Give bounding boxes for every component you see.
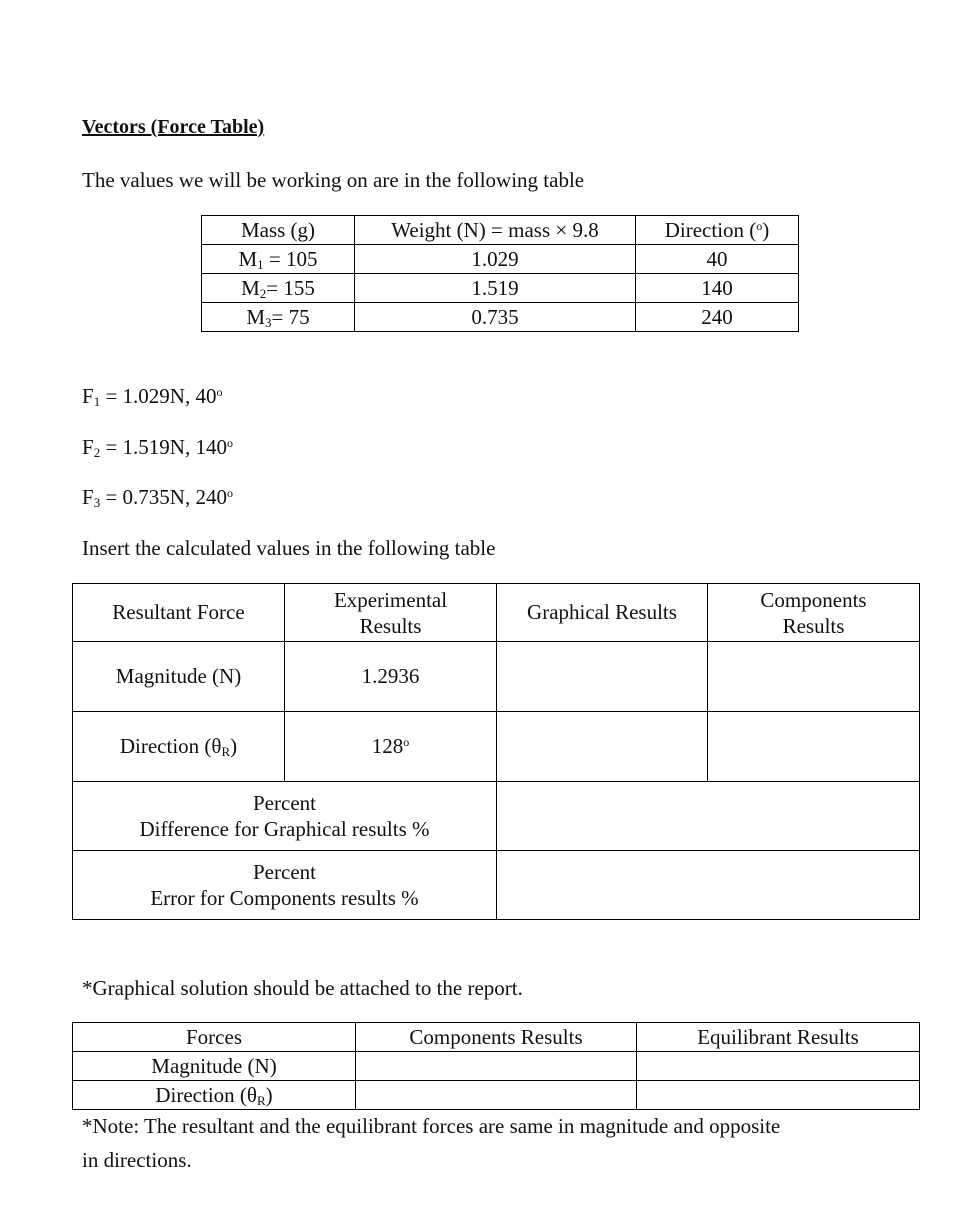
header-equilibrant-results: Equilibrant Results bbox=[637, 1023, 920, 1052]
table-row bbox=[73, 642, 920, 712]
direction-experimental: 128$^o$ bbox=[285, 712, 497, 782]
table-row bbox=[73, 1081, 920, 1110]
mass-cell: $M_1 = 105$ bbox=[202, 245, 355, 274]
magnitude-label: Magnitude (N) bbox=[73, 1052, 356, 1081]
magnitude-components[interactable] bbox=[708, 642, 920, 712]
direction-cell: 140 bbox=[636, 274, 799, 303]
header-graphical-results: Graphical Results bbox=[497, 584, 708, 642]
note-line-2: in directions. bbox=[82, 1148, 192, 1172]
force-line-1: $F_1 = 1.029N$, 40$^o$ bbox=[82, 384, 223, 409]
table-header-row bbox=[73, 1023, 920, 1052]
header-weight: Weight (N) = mass × 9.8 bbox=[355, 216, 636, 245]
header-experimental-results: Experimental Results bbox=[285, 584, 497, 642]
direction-components[interactable] bbox=[356, 1081, 637, 1110]
magnitude-equilibrant[interactable] bbox=[637, 1052, 920, 1081]
magnitude-components[interactable] bbox=[356, 1052, 637, 1081]
force-line-2: $F_2 = 1.519N$, 140$^o$ bbox=[82, 435, 233, 460]
weight-cell: 1.029 bbox=[355, 245, 636, 274]
results-table bbox=[72, 583, 920, 920]
percent-difference-label: Percent Difference for Graphical results % bbox=[73, 782, 497, 851]
direction-components[interactable] bbox=[708, 712, 920, 782]
header-mass: Mass (g) bbox=[202, 216, 355, 245]
mass-cell: $M_3= 75$ bbox=[202, 303, 355, 332]
table-row bbox=[73, 1052, 920, 1081]
equilibrant-table bbox=[72, 1022, 920, 1110]
magnitude-graphical[interactable] bbox=[497, 642, 708, 712]
weight-cell: 0.735 bbox=[355, 303, 636, 332]
page-title: Vectors (Force Table) bbox=[82, 116, 265, 138]
table-header-row bbox=[202, 216, 799, 245]
force-line-3: $F_3 = 0.735N$, 240$^o$ bbox=[82, 485, 233, 510]
direction-equilibrant[interactable] bbox=[637, 1081, 920, 1110]
percent-difference-value[interactable] bbox=[497, 782, 920, 851]
direction-label: Direction $(\theta_R)$ bbox=[73, 712, 285, 782]
table-row bbox=[202, 274, 799, 303]
table-row bbox=[73, 851, 920, 920]
table-row bbox=[73, 712, 920, 782]
table-header-row bbox=[73, 584, 920, 642]
graphical-note: *Graphical solution should be attached to the report. bbox=[82, 976, 523, 1000]
header-components-results: Components Results bbox=[708, 584, 920, 642]
table-row bbox=[73, 782, 920, 851]
header-forces: Forces bbox=[73, 1023, 356, 1052]
magnitude-label: Magnitude (N) bbox=[73, 642, 285, 712]
weight-cell: 1.519 bbox=[355, 274, 636, 303]
direction-label: Direction $(\theta_R)$ bbox=[73, 1081, 356, 1110]
header-direction: Direction ($^o$) bbox=[636, 216, 799, 245]
header-resultant-force: Resultant Force bbox=[73, 584, 285, 642]
magnitude-experimental: 1.2936 bbox=[285, 642, 497, 712]
direction-cell: 40 bbox=[636, 245, 799, 274]
intro-text: The values we will be working on are in the following table bbox=[82, 168, 585, 192]
insert-text: Insert the calculated values in the following table bbox=[82, 536, 496, 560]
mass-table bbox=[201, 215, 799, 332]
table-row bbox=[202, 245, 799, 274]
percent-error-label: Percent Error for Components results % bbox=[73, 851, 497, 920]
note-line-1: *Note: The resultant and the equilibrant forces are same in magnitude and opposite bbox=[82, 1114, 781, 1138]
mass-cell: $M_2= 155$ bbox=[202, 274, 355, 303]
percent-error-value[interactable] bbox=[497, 851, 920, 920]
direction-graphical[interactable] bbox=[497, 712, 708, 782]
header-components-results: Components Results bbox=[356, 1023, 637, 1052]
direction-cell: 240 bbox=[636, 303, 799, 332]
table-row bbox=[202, 303, 799, 332]
